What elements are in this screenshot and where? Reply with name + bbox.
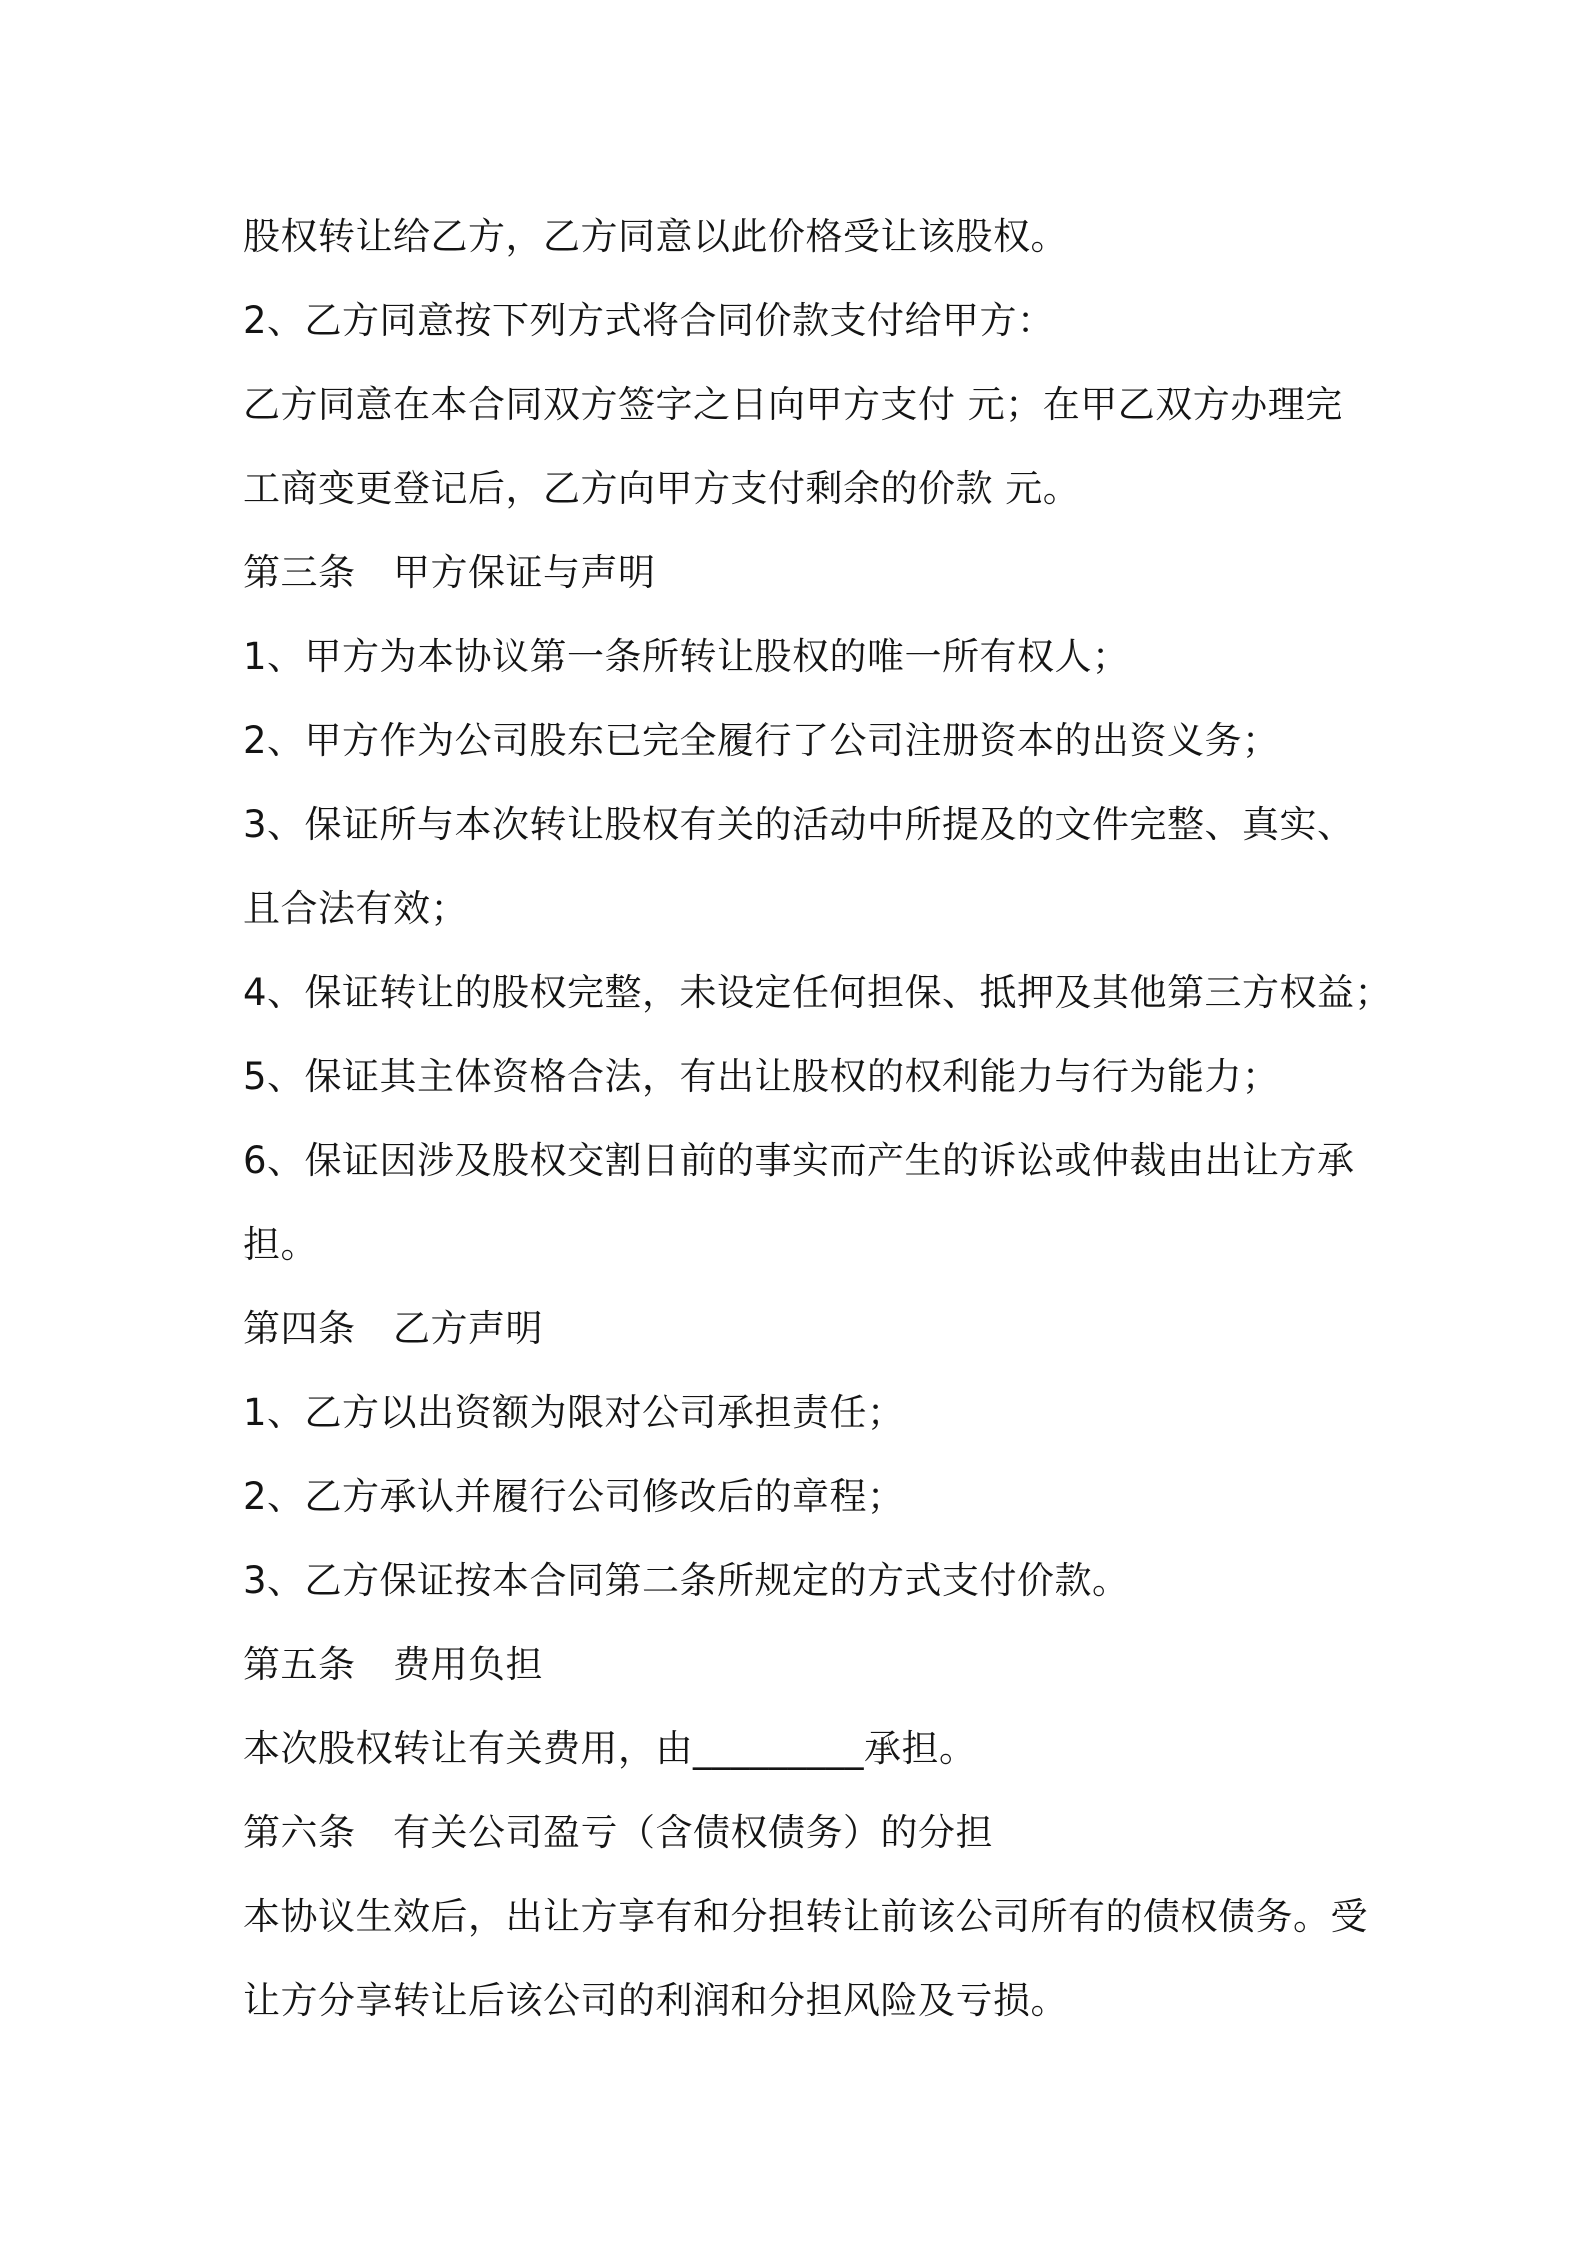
text-line: 1、甲方为本协议第一条所转让股权的唯一所有权人； xyxy=(243,635,1130,678)
text-line: 3、保证所与本次转让股权有关的活动中所提及的文件完整、真实、 xyxy=(243,803,1355,846)
text-line: 工商变更登记后，乙方向甲方支付剩余的价款 元。 xyxy=(243,467,1081,510)
text-line: 且合法有效； xyxy=(243,887,468,930)
text-line: 5、保证其主体资格合法，有出让股权的权利能力与行为能力； xyxy=(243,1055,1280,1098)
text-line: 股权转让给乙方，乙方同意以此价格受让该股权。 xyxy=(243,215,1068,258)
section-heading: 第六条 有关公司盈亏（含债权债务）的分担 xyxy=(243,1811,993,1854)
text-line: 4、保证转让的股权完整，未设定任何担保、抵押及其他第三方权益； xyxy=(243,971,1393,1014)
text-line: 本协议生效后，出让方享有和分担转让前该公司所有的债权债务。受 xyxy=(243,1895,1368,1938)
text-line: 2、乙方承认并履行公司修改后的章程； xyxy=(243,1475,905,1518)
text-line: 2、甲方作为公司股东已完全履行了公司注册资本的出资义务； xyxy=(243,719,1280,762)
text-line: 担。 xyxy=(243,1223,318,1266)
section-heading: 第三条 甲方保证与声明 xyxy=(243,551,656,594)
text-line: 让方分享转让后该公司的利润和分担风险及亏损。 xyxy=(243,1979,1068,2022)
text-line: 乙方同意在本合同双方签字之日向甲方支付 元；在甲乙双方办理完 xyxy=(243,383,1343,426)
text-line: 2、乙方同意按下列方式将合同价款支付给甲方： xyxy=(243,299,1055,342)
section-heading: 第五条 费用负担 xyxy=(243,1643,543,1686)
text-line: 1、乙方以出资额为限对公司承担责任； xyxy=(243,1391,905,1434)
text-line: 3、乙方保证按本合同第二条所规定的方式支付价款。 xyxy=(243,1559,1130,1602)
text-line: 6、保证因涉及股权交割日前的事实而产生的诉讼或仲裁由出让方承 xyxy=(243,1139,1355,1182)
section-heading: 第四条 乙方声明 xyxy=(243,1307,543,1350)
text-line: 本次股权转让有关费用，由_________承担。 xyxy=(243,1727,977,1770)
document-body xyxy=(243,195,1393,2043)
